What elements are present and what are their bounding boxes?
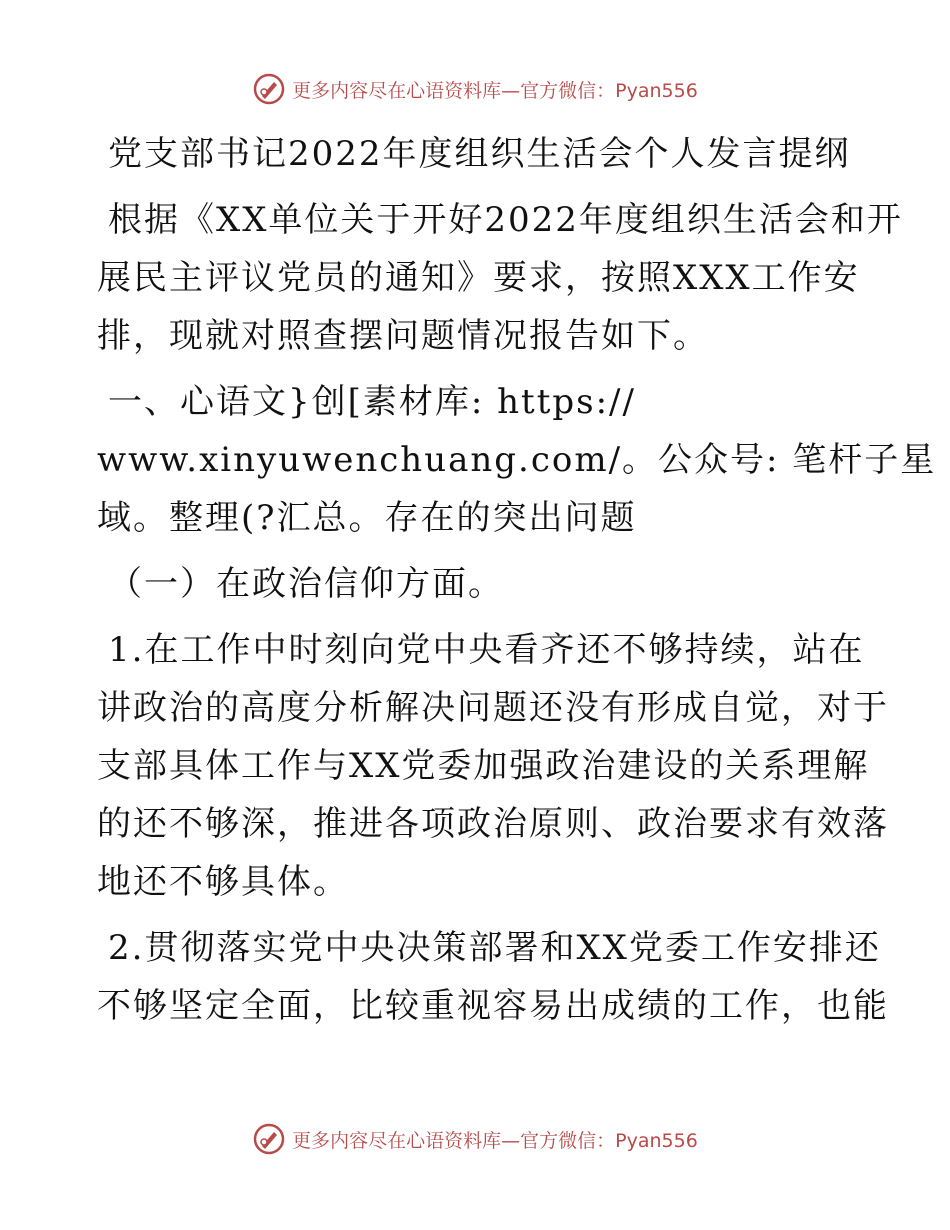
paragraph-line: www.xinyuwenchuang.com/。公众号: 笔杆子星 xyxy=(97,440,937,480)
paragraph-line: 地还不够具体。 xyxy=(97,862,349,902)
header-watermark xyxy=(0,72,950,106)
paragraph-line: 域。整理(?汇总。存在的突出问题 xyxy=(97,498,637,538)
pen-logo-icon xyxy=(252,72,286,106)
pen-logo-icon xyxy=(252,1122,286,1156)
paragraph-line: 1.在工作中时刻向党中央看齐还不够持续，站在 xyxy=(108,630,865,670)
section-heading-1 xyxy=(97,373,937,547)
paragraph-line: 根据《XX单位关于开好2022年度组织生活会和开 xyxy=(108,200,903,240)
footer-watermark xyxy=(0,1122,950,1156)
item-paragraph-2 xyxy=(97,919,889,1035)
paragraph-line: 一、心语文}创[素材库: https:// xyxy=(108,382,636,422)
document-title: 党支部书记2022年度组织生活会个人发言提纲 xyxy=(108,134,851,174)
paragraph-line: 讲政治的高度分析解决问题还没有形成自觉，对于 xyxy=(97,688,889,728)
paragraph-line: 排，现就对照查摆问题情况报告如下。 xyxy=(97,316,709,356)
paragraph-line: 的还不够深，推进各项政治原则、政治要求有效落 xyxy=(97,804,889,844)
intro-paragraph xyxy=(97,191,903,365)
paragraph-line: 不够坚定全面，比较重视容易出成绩的工作，也能 xyxy=(97,986,889,1026)
document-body xyxy=(97,125,937,1035)
watermark-text: 更多内容尽在心语资料库—官方微信：Pyan556 xyxy=(292,1129,698,1152)
subsection-heading: （一）在政治信仰方面。 xyxy=(108,564,504,604)
watermark-text: 更多内容尽在心语资料库—官方微信：Pyan556 xyxy=(292,79,698,102)
paragraph-line: 支部具体工作与XX党委加强政治建设的关系理解 xyxy=(97,746,870,786)
paragraph-line: 展民主评议党员的通知》要求，按照XXX工作安 xyxy=(97,258,860,298)
paragraph-line: 2.贯彻落实党中央决策部署和XX党委工作安排还 xyxy=(108,928,881,968)
item-paragraph-1 xyxy=(97,621,889,911)
